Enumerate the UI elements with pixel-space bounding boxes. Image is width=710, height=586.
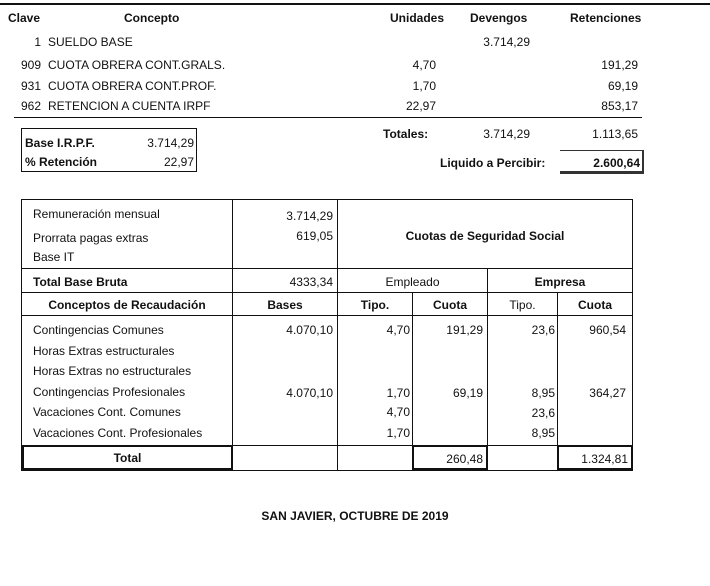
- header-retenciones: Retenciones: [570, 11, 642, 25]
- ss-row-cuota-empresa: 960,54: [589, 323, 626, 337]
- ss-row-tipo-empresa: 23,6: [531, 323, 555, 337]
- ss-row-cuota-emp: 69,19: [452, 386, 483, 400]
- row-retenciones: 69,19: [607, 79, 638, 93]
- header-concepto: Concepto: [124, 11, 180, 25]
- total-cuota-emp: 260,48: [446, 452, 483, 466]
- ss-row-concepto: Contingencias Comunes: [33, 323, 164, 337]
- ss-row-tipo-emp: 1,70: [386, 426, 410, 440]
- ss-row-tipo-empresa: 23,6: [531, 406, 555, 420]
- totales-retenciones: 1.113,65: [592, 127, 638, 141]
- base-it-label: Base IT: [33, 250, 75, 264]
- ss-row-tipo-emp: 4,70: [386, 405, 410, 419]
- ss-row-cuota-empresa: 364,27: [589, 386, 626, 400]
- total-base-label: Total Base Bruta: [33, 275, 128, 289]
- rem-mensual-label: Remuneración mensual: [33, 207, 160, 221]
- irpf-ret-label: % Retención: [25, 155, 98, 169]
- ss-row-base: 4.070,10: [286, 323, 333, 337]
- col-bases: Bases: [267, 298, 303, 312]
- ss-hline-3: [22, 315, 632, 316]
- ss-vline-1: [232, 200, 233, 470]
- empleado-heading: Empleado: [385, 275, 440, 289]
- liquido-value: 2.600,64: [593, 156, 640, 170]
- irpf-base-value: 3.714,29: [147, 136, 194, 150]
- header-unidades: Unidades: [390, 11, 445, 25]
- irpf-ret-value: 22,97: [163, 155, 194, 169]
- ss-row-tipo-emp: 1,70: [386, 386, 410, 400]
- row-unidades: 4,70: [412, 58, 436, 72]
- rows-bottom-rule: [14, 117, 642, 118]
- row-concepto: SUELDO BASE: [48, 35, 133, 49]
- top-rule: [0, 3, 710, 5]
- col-conceptos: Conceptos de Recaudación: [48, 298, 206, 312]
- row-clave: 1: [34, 35, 41, 49]
- row-concepto: CUOTA OBRERA CONT.PROF.: [48, 79, 217, 93]
- ss-row-tipo-empresa: 8,95: [531, 426, 555, 440]
- ss-row-base: 4.070,10: [286, 386, 333, 400]
- irpf-base-label: Base I.R.P.F.: [25, 136, 95, 150]
- ss-row-concepto: Contingencias Profesionales: [33, 385, 186, 399]
- liquido-label: Liquido a Percibir:: [440, 156, 546, 170]
- total-base-value: 4333,34: [289, 275, 333, 289]
- prorrata-label: Prorrata pagas extras: [33, 231, 149, 245]
- ss-hline-1: [22, 268, 632, 269]
- row-clave: 909: [20, 58, 41, 72]
- col-tipo-empleado: Tipo.: [360, 298, 390, 312]
- footer-place-date: SAN JAVIER, OCTUBRE DE 2019: [261, 509, 449, 523]
- ss-row-cuota-emp: 191,29: [446, 323, 483, 337]
- ss-row-concepto: Horas Extras no estructurales: [33, 364, 192, 378]
- ss-row-concepto: Vacaciones Cont. Profesionales: [33, 426, 203, 440]
- row-retenciones: 853,17: [601, 99, 638, 113]
- ss-vline-5: [557, 292, 558, 470]
- row-concepto: RETENCION A CUENTA IRPF: [48, 99, 211, 113]
- col-cuota-empleado: Cuota: [433, 298, 467, 312]
- total-cuota-empresa: 1.324,81: [581, 452, 628, 466]
- header-clave: Clave: [8, 11, 41, 25]
- col-tipo-empresa: Tipo.: [509, 298, 536, 312]
- ss-row-concepto: Horas Extras estructurales: [33, 344, 175, 358]
- ss-row-tipo-empresa: 8,95: [531, 386, 555, 400]
- empresa-heading: Empresa: [534, 275, 586, 289]
- header-devengos: Devengos: [470, 11, 528, 25]
- totales-devengos: 3.714,29: [483, 127, 530, 141]
- ss-hline-2: [22, 292, 632, 293]
- row-clave: 931: [20, 79, 41, 93]
- row-retenciones: 191,29: [601, 58, 638, 72]
- row-concepto: CUOTA OBRERA CONT.GRALS.: [48, 58, 226, 72]
- rem-mensual-value: 3.714,29: [286, 209, 333, 223]
- col-cuota-empresa: Cuota: [578, 298, 612, 312]
- row-unidades: 1,70: [412, 79, 436, 93]
- ss-row-concepto: Vacaciones Cont. Comunes: [33, 405, 181, 419]
- row-unidades: 22,97: [405, 99, 436, 113]
- ss-vline-4: [487, 268, 488, 446]
- cuotas-title: Cuotas de Seguridad Social: [405, 229, 565, 243]
- ss-row-tipo-emp: 4,70: [386, 323, 410, 337]
- row-devengos: 3.714,29: [483, 35, 530, 49]
- total-label: Total: [113, 451, 142, 465]
- ss-vline-3: [412, 292, 413, 470]
- prorrata-value: 619,05: [296, 229, 333, 243]
- row-clave: 962: [20, 99, 41, 113]
- totales-label: Totales:: [383, 127, 429, 141]
